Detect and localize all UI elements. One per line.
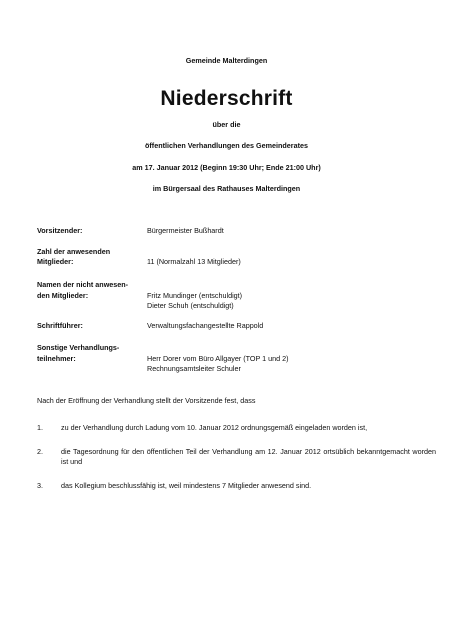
other-participants-label-line-1: Sonstige Verhandlungs- — [37, 343, 120, 352]
list-item-text: das Kollegium beschlussfähig ist, weil mindestens 7 Mitglieder anwesend sind. — [61, 481, 312, 490]
absent-label-line-2: den Mitglieder: — [37, 291, 89, 300]
meeting-date: am 17. Januar 2012 (Beginn 19:30 Uhr; Ende 21:00 Uhr) — [132, 163, 321, 172]
chair-value: Bürgermeister Bußhardt — [147, 226, 224, 235]
secretary-value: Verwaltungsfachangestellte Rappold — [147, 321, 264, 330]
municipality-heading: Gemeinde Malterdingen — [185, 56, 268, 65]
meeting-location: im Bürgersaal des Rathauses Malterdingen — [152, 184, 301, 193]
absent-member-2: Dieter Schuh (entschuldigt) — [147, 301, 234, 310]
document-title: Niederschrift — [160, 87, 293, 110]
other-participant-1: Herr Dorer vom Büro Allgayer (TOP 1 und 2) — [147, 354, 289, 363]
other-participant-2: Rechnungsamtsleiter Schuler — [147, 364, 241, 373]
subtitle-line-1: über die — [212, 120, 241, 129]
absent-label-line-1: Namen der nicht anwesen- — [37, 280, 129, 289]
list-item-number: 3. — [37, 481, 43, 490]
list-item-text: die Tagesordnung für den öffentlichen Teil der Verhandlung am 12. Januar 2012 ortsüblich bekanntgemacht worden ist und — [61, 447, 436, 466]
absent-member-1: Fritz Mundinger (entschuldigt) — [147, 291, 243, 300]
present-label-line-2: Mitglieder: — [37, 257, 74, 266]
present-value: 11 (Normalzahl 13 Mitglieder) — [147, 257, 241, 266]
list-item-number: 2. — [37, 447, 43, 456]
list-item-number: 1. — [37, 423, 43, 432]
present-label-line-1: Zahl der anwesenden — [37, 247, 111, 256]
subtitle-line-2: öffentlichen Verhandlungen des Gemeinderates — [145, 141, 308, 150]
intro-paragraph: Nach der Eröffnung der Verhandlung stellt der Vorsitzende fest, dass — [37, 396, 256, 405]
chair-label: Vorsitzender: — [37, 226, 83, 235]
other-participants-label-line-2: teilnehmer: — [37, 354, 76, 363]
list-item-text: zu der Verhandlung durch Ladung vom 10. Januar 2012 ordnungsgemäß eingeladen worden ist, — [61, 423, 368, 432]
secretary-label: Schriftführer: — [37, 321, 83, 330]
